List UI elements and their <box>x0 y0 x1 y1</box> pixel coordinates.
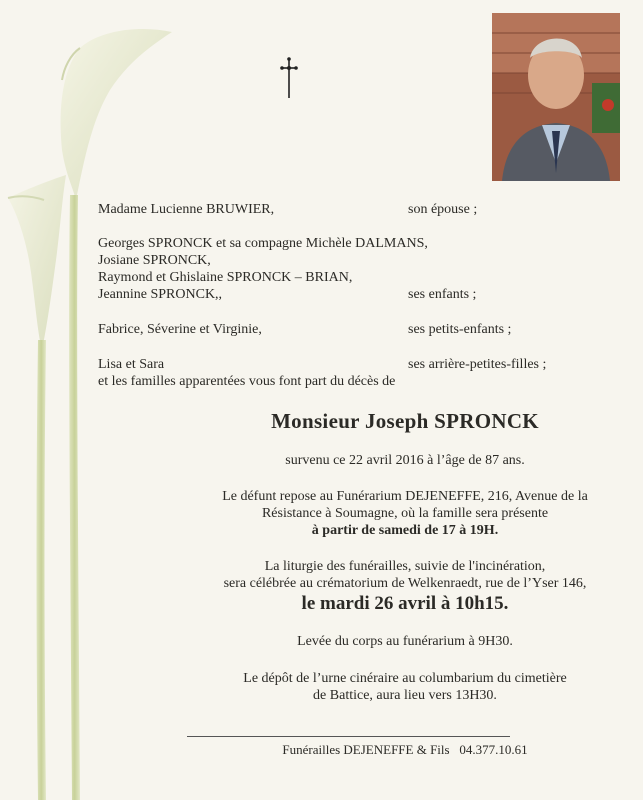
departure-line: Levée du corps au funérarium à 9H30. <box>297 634 513 649</box>
death-line: survenu ce 22 avril 2016 à l’âge de 87 ans. <box>285 453 525 468</box>
footer-divider <box>187 736 510 737</box>
viewing-line-2: Résistance à Soumagne, où la famille sera présente <box>261 506 549 521</box>
child-name-2: Josiane SPRONCK, <box>98 253 211 268</box>
great-grandchildren-names: Lisa et Sara <box>98 357 165 372</box>
child-name-1: Georges SPRONCK et sa compagne Michèle DALMANS, <box>98 236 428 251</box>
funeral-home-footer: Funérailles DEJENEFFE & Fils 04.377.10.61 <box>282 742 528 757</box>
urn-line-2: de Battice, aura lieu vers 13H30. <box>313 688 497 703</box>
liturgy-line-1: La liturgie des funérailles, suivie de l'incinération, <box>264 559 546 574</box>
child-name-3: Raymond et Ghislaine SPRONCK – BRIAN, <box>98 270 353 285</box>
child-name-4: Jeannine SPRONCK,, <box>98 287 223 302</box>
spouse-name: Madame Lucienne BRUWIER, <box>98 202 275 217</box>
viewing-line-1: Le défunt repose au Funérarium DEJENEFFE, 216, Avenue de la <box>222 489 588 504</box>
deceased-name: Monsieur Joseph SPRONCK <box>271 409 539 433</box>
cross-icon <box>279 56 299 100</box>
liturgy-date: le mardi 26 avril à 10h15. <box>301 593 509 614</box>
liturgy-line-2: sera célébrée au crématorium de Welkenraedt, rue de l’Yser 146, <box>223 576 587 591</box>
grandchildren-names: Fabrice, Séverine et Virginie, <box>98 322 262 337</box>
viewing-time: à partir de samedi de 17 à 19H. <box>311 523 499 538</box>
family-closing-line: et les familles apparentées vous font part du décès de <box>98 374 396 389</box>
spouse-relation: son épouse ; <box>408 202 478 217</box>
portrait-photo <box>492 13 620 181</box>
children-relation: ses enfants ; <box>408 287 477 302</box>
urn-line-1: Le dépôt de l’urne cinéraire au columbarium du cimetière <box>243 671 567 686</box>
great-grandchildren-relation: ses arrière-petites-filles ; <box>408 357 547 372</box>
grandchildren-relation: ses petits-enfants ; <box>408 322 512 337</box>
